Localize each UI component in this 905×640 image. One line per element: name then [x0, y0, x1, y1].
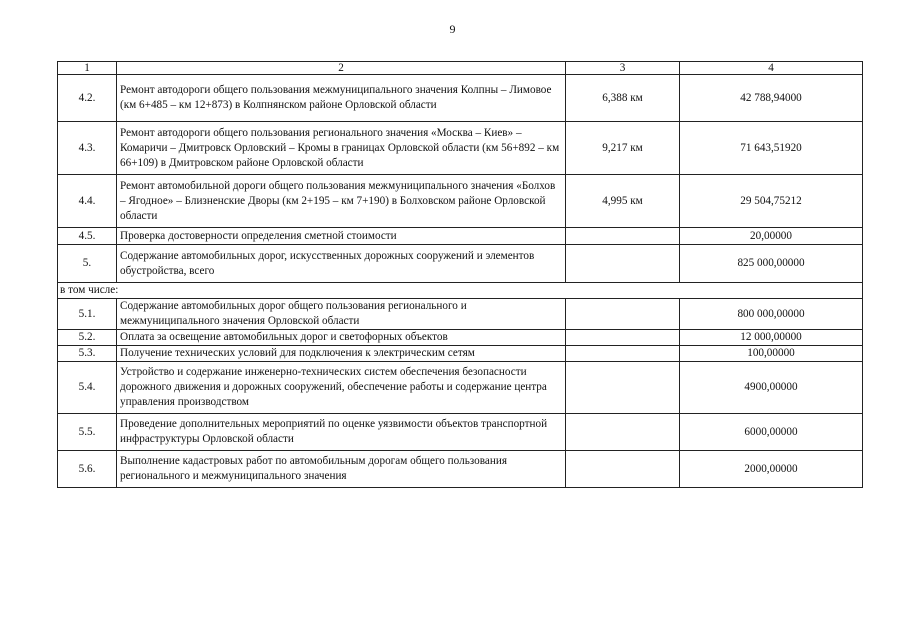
row-amount: 42 788,94000 [680, 75, 863, 122]
header-cell-4: 4 [680, 62, 863, 75]
row-number: 4.4. [58, 175, 117, 228]
table-row [58, 75, 863, 122]
row-number: 5.6. [58, 451, 117, 488]
row-description: Ремонт автодороги общего пользования регионального значения «Москва – Киев» – Комаричи – Дмитровск Орловский – Кромы в границах Орловской области (км 56+892 – км 66+109) в Дмитровском районе Орловской области [117, 122, 566, 175]
table-row [58, 175, 863, 228]
table-row [58, 299, 863, 330]
page-number: 9 [449, 22, 456, 36]
row-length [566, 330, 680, 346]
header-row [58, 62, 863, 75]
row-amount: 4900,00000 [680, 362, 863, 414]
table-row [58, 414, 863, 451]
row-description: Проверка достоверности определения сметной стоимости [117, 228, 566, 245]
row-amount: 800 000,00000 [680, 299, 863, 330]
row-description: Устройство и содержание инженерно-технических систем обеспечения безопасности дорожного движения и дорожных сооружений, обеспечение работы и содержание центра управления производством [117, 362, 566, 414]
table-row [58, 451, 863, 488]
table-row [58, 346, 863, 362]
budget-table [57, 61, 863, 488]
row-number: 5. [58, 245, 117, 283]
row-length [566, 451, 680, 488]
row-description: Проведение дополнительных мероприятий по оценке уязвимости объектов транспортной инфраструктуры Орловской области [117, 414, 566, 451]
row-number: 5.5. [58, 414, 117, 451]
row-description: Содержание автомобильных дорог общего пользования регионального и межмуниципального значения Орловской области [117, 299, 566, 330]
row-length: 9,217 км [566, 122, 680, 175]
row-length [566, 414, 680, 451]
table-row [58, 228, 863, 245]
row-number: 4.3. [58, 122, 117, 175]
row-amount: 6000,00000 [680, 414, 863, 451]
header-cell-3: 3 [566, 62, 680, 75]
row-length [566, 228, 680, 245]
subheading: в том числе: [58, 283, 863, 299]
row-number: 5.3. [58, 346, 117, 362]
row-amount: 20,00000 [680, 228, 863, 245]
row-description: Содержание автомобильных дорог, искусственных дорожных сооружений и элементов обустройства, всего [117, 245, 566, 283]
row-number: 5.1. [58, 299, 117, 330]
row-description: Ремонт автомобильной дороги общего пользования межмуниципального значения «Болхов – Ягодное» – Близненские Дворы (км 2+195 – км 7+190) в Болховском районе Орловской области [117, 175, 566, 228]
header-cell-1: 1 [58, 62, 117, 75]
row-amount: 29 504,75212 [680, 175, 863, 228]
row-number: 4.5. [58, 228, 117, 245]
row-amount: 100,00000 [680, 346, 863, 362]
table-row [58, 122, 863, 175]
row-length [566, 362, 680, 414]
row-description: Ремонт автодороги общего пользования межмуниципального значения Колпны – Лимовое (км 6+485 – км 12+873) в Колпнянском районе Орловской области [117, 75, 566, 122]
row-length [566, 299, 680, 330]
subheading-row [58, 283, 863, 299]
row-amount: 71 643,51920 [680, 122, 863, 175]
row-length [566, 245, 680, 283]
row-length: 4,995 км [566, 175, 680, 228]
row-length: 6,388 км [566, 75, 680, 122]
table-row [58, 245, 863, 283]
row-number: 4.2. [58, 75, 117, 122]
row-description: Получение технических условий для подключения к электрическим сетям [117, 346, 566, 362]
row-number: 5.2. [58, 330, 117, 346]
table-row [58, 362, 863, 414]
row-description: Выполнение кадастровых работ по автомобильным дорогам общего пользования регионального и межмуниципального значения [117, 451, 566, 488]
row-description: Оплата за освещение автомобильных дорог и светофорных объектов [117, 330, 566, 346]
row-amount: 2000,00000 [680, 451, 863, 488]
row-amount: 12 000,00000 [680, 330, 863, 346]
table-row [58, 330, 863, 346]
row-amount: 825 000,00000 [680, 245, 863, 283]
row-number: 5.4. [58, 362, 117, 414]
header-cell-2: 2 [117, 62, 566, 75]
row-length [566, 346, 680, 362]
